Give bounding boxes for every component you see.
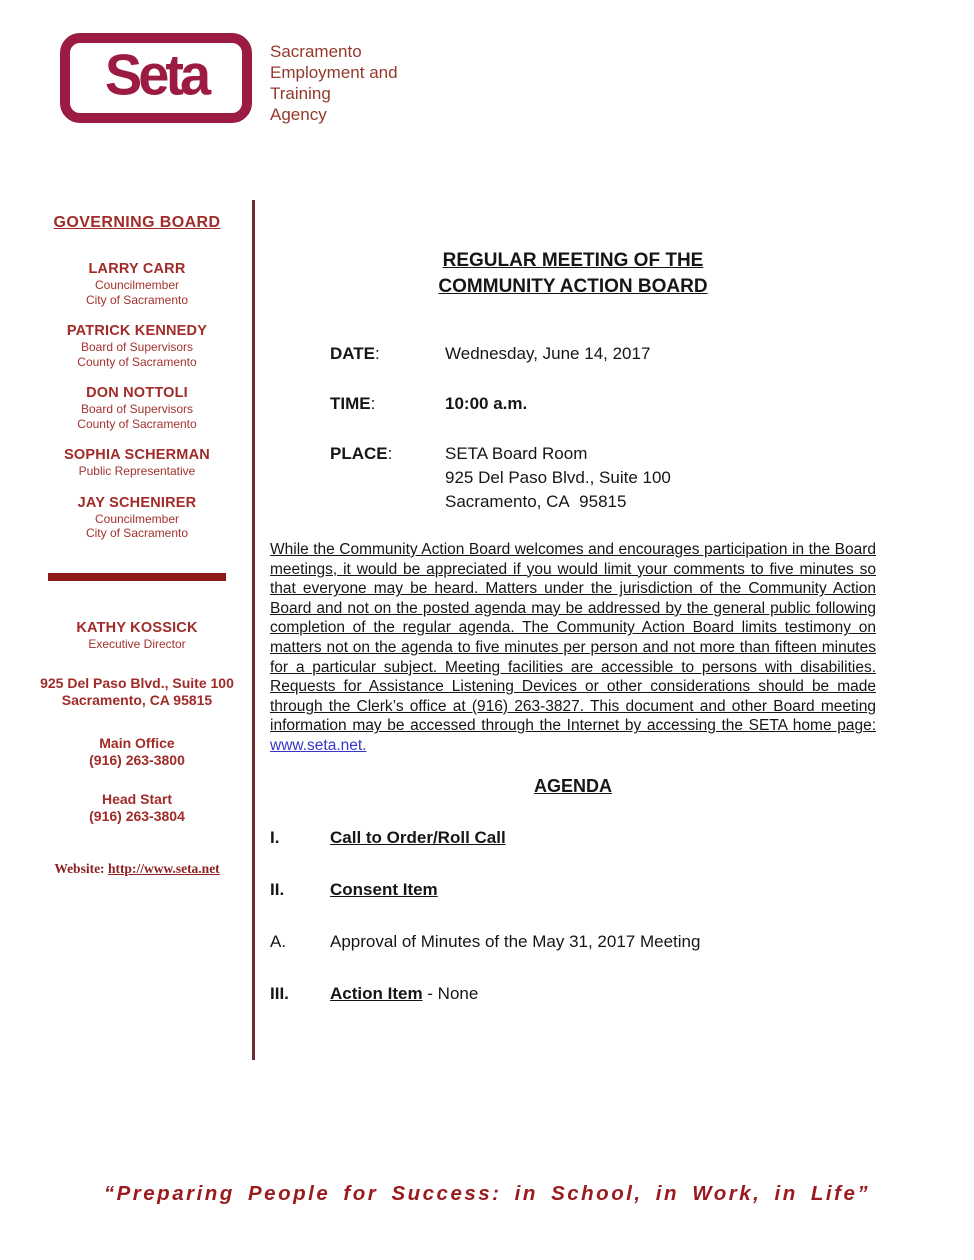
date-label-text: DATE <box>330 344 376 363</box>
place-row <box>270 442 876 514</box>
member-role: City of Sacramento <box>85 526 189 540</box>
director-title: Executive Director <box>88 636 186 651</box>
sidebar-divider <box>48 573 226 581</box>
agenda-item-minutes-approval <box>270 930 876 953</box>
board-member <box>28 446 246 479</box>
place-value <box>445 442 671 514</box>
place-line: Sacramento, CA 95815 <box>445 492 627 511</box>
notice-body: While the Community Action Board welcomes and encourages participation in the Board meetings, it would be appreciated if you would limit your comments to five minutes so that everyone may be heard. Matters under the jurisdiction of the Community Action Board and not on the posted agenda may be addressed by the general public following completion of the regular agenda. The Community Action Board limits testimony on matters not on the agenda to five minutes per person and not more than fifteen minutes for a particular subject. Meeting facilities are accessible to persons with disabilities. Requests for Assistance Listening Devices or other considerations should be made through the Clerk’s office at (916) 263-3827. This document and other Board meeting information may be accessed through the Internet by accessing the SETA home page: <box>270 541 876 735</box>
agenda-item-action <box>270 982 876 1005</box>
date-label <box>330 342 445 366</box>
vertical-divider <box>252 200 255 1060</box>
board-member <box>28 494 246 541</box>
agency-name-line: Sacramento <box>270 42 362 61</box>
member-role: Councilmember <box>94 278 180 292</box>
time-label <box>330 392 445 416</box>
sidebar <box>28 214 246 877</box>
member-name: LARRY CARR <box>88 261 186 277</box>
board-member <box>28 322 246 369</box>
colon: : <box>375 344 380 363</box>
public-participation-notice <box>270 540 876 756</box>
member-name: PATRICK KENNEDY <box>66 323 208 339</box>
executive-director <box>28 619 246 652</box>
meeting-title <box>270 248 876 300</box>
member-role: County of Sacramento <box>77 416 197 431</box>
meeting-details <box>270 342 876 514</box>
date-value: Wednesday, June 14, 2017 <box>445 344 651 363</box>
colon: : <box>370 394 376 413</box>
agenda-item-consent <box>270 878 876 901</box>
place-label <box>330 442 445 514</box>
agenda-item-text <box>330 826 506 849</box>
meeting-title-line2: COMMUNITY ACTION BOARD <box>438 276 708 297</box>
agency-name <box>270 41 398 125</box>
governing-board-heading: GOVERNING BOARD <box>53 214 221 231</box>
agenda-item-call-to-order <box>270 826 876 849</box>
board-member <box>28 260 246 307</box>
seta-homepage-link[interactable]: www.seta.net. <box>270 736 367 754</box>
seta-logo <box>60 33 252 123</box>
agency-name-line: Training <box>270 84 331 103</box>
head-start-contact <box>28 791 246 825</box>
time-label-text: TIME <box>330 394 371 413</box>
agency-name-line: Employment and <box>270 63 398 82</box>
member-role: Councilmember <box>94 511 180 526</box>
agenda-item-text <box>330 878 438 901</box>
main-office-contact <box>28 735 246 769</box>
agenda-numeral: III. <box>270 983 289 1003</box>
website-line <box>28 861 246 877</box>
member-role: Public Representative <box>78 464 196 478</box>
website-label: Website: <box>54 861 105 876</box>
agenda-item-text <box>330 982 478 1005</box>
date-row <box>270 342 876 366</box>
website-link[interactable]: http://www.seta.net <box>107 861 220 876</box>
member-name: DON NOTTOLI <box>86 385 188 401</box>
board-member <box>28 384 246 431</box>
place-line: SETA Board Room <box>445 444 588 463</box>
contact-label: Head Start <box>101 791 173 807</box>
agenda-numeral: II. <box>270 879 285 899</box>
place-line: 925 Del Paso Blvd., Suite 100 <box>445 468 671 487</box>
contact-phone: (916) 263-3804 <box>89 808 185 824</box>
colon: : <box>387 444 393 463</box>
motto-tagline: “Preparing People for Success: in School, in Work, in Life” <box>103 1182 871 1205</box>
time-row <box>270 392 876 416</box>
agenda-numeral: A. <box>270 931 287 951</box>
agenda-heading <box>270 776 876 797</box>
agenda-item-title: Call to Order/Roll Call <box>330 827 506 847</box>
agenda-item-plain-text: Approval of Minutes of the May 31, 2017 Meeting <box>330 931 701 951</box>
time-value: 10:00 a.m. <box>445 394 528 413</box>
contact-label: Main Office <box>99 735 175 751</box>
member-role: County of Sacramento <box>77 354 197 369</box>
address-line: 925 Del Paso Blvd., Suite 100 <box>40 675 234 691</box>
contact-phone: (916) 263-3800 <box>89 752 185 768</box>
sidebar-address <box>28 675 246 709</box>
director-name: KATHY KOSSICK <box>76 619 198 636</box>
seta-logo-block <box>60 33 398 125</box>
agenda-item-suffix: - None <box>422 983 479 1003</box>
agency-name-line: Agency <box>270 105 327 124</box>
meeting-title-line1: REGULAR MEETING OF THE <box>442 250 704 271</box>
member-name: SOPHIA SCHERMAN <box>64 447 210 463</box>
member-name: JAY SCHENIRER <box>77 494 197 511</box>
agenda-item-text <box>330 930 700 953</box>
agenda-item-title: Action Item <box>330 983 423 1003</box>
agenda-heading-text: AGENDA <box>533 775 612 796</box>
agenda-item-title: Consent Item <box>330 879 438 899</box>
place-label-text: PLACE <box>330 444 388 463</box>
seta-wordmark: Seta <box>104 42 208 107</box>
address-line: Sacramento, CA 95815 <box>61 692 213 708</box>
main-content <box>270 248 876 1005</box>
member-role: Board of Supervisors <box>80 340 194 354</box>
member-role: City of Sacramento <box>85 292 189 307</box>
member-role: Board of Supervisors <box>80 402 194 416</box>
agenda-numeral: I. <box>270 827 280 847</box>
